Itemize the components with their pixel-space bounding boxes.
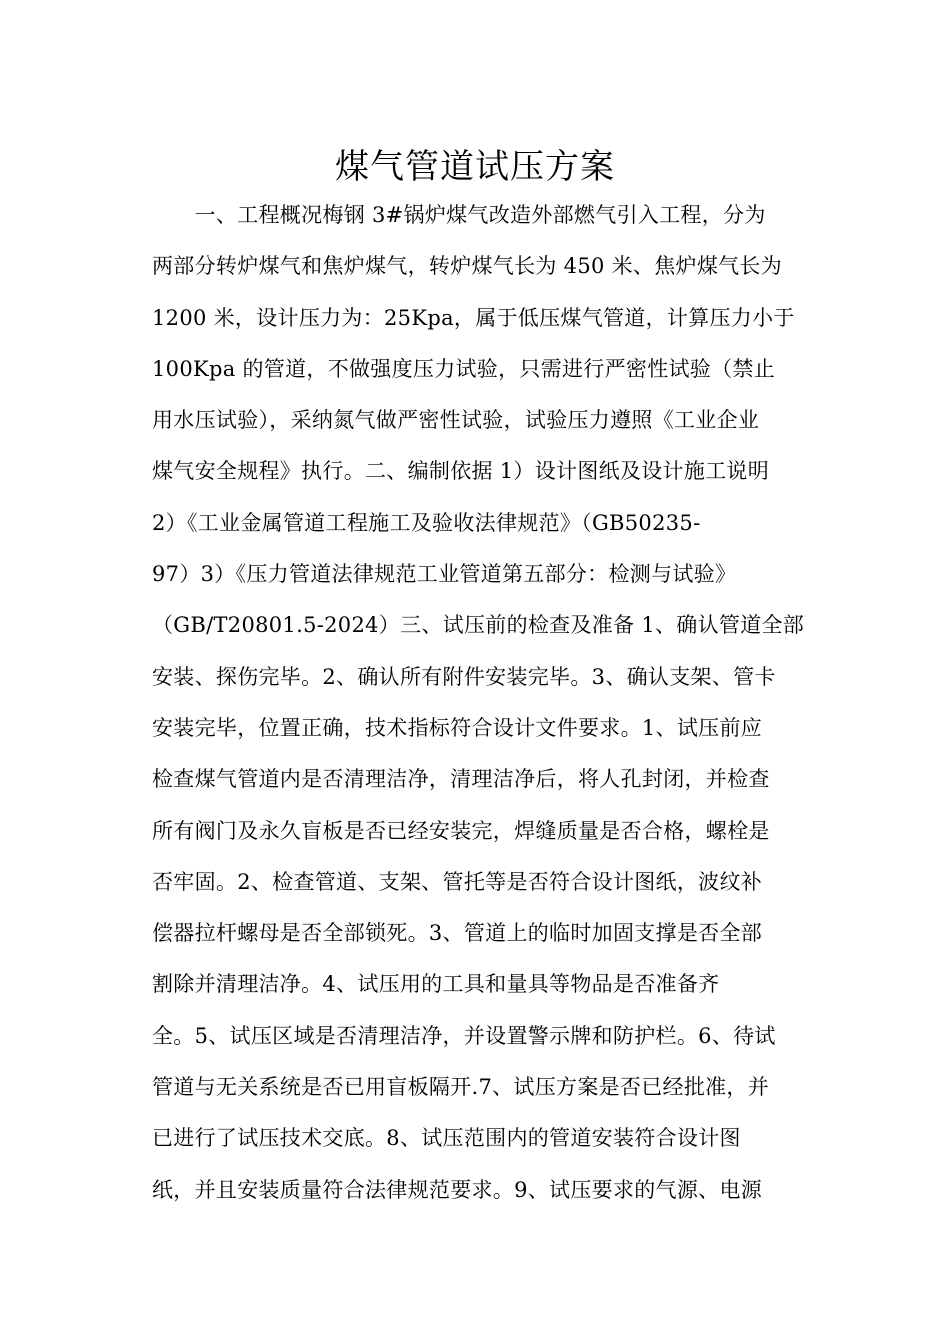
body-line: （GB/T20801.5-2024）三、试压前的检查及准备 1、确认管道全部 bbox=[152, 613, 805, 638]
body-line: 检查煤气管道内是否清理洁净，清理洁净后，将人孔封闭，并检查 bbox=[152, 767, 770, 792]
body-line: 管道与无关系统是否已用盲板隔开.7、试压方案是否已经批准，并 bbox=[152, 1075, 770, 1100]
body-line: 否牢固。2、检查管道、支架、管托等是否符合设计图纸，波纹补 bbox=[152, 869, 763, 894]
body-line: 割除并清理洁净。4、试压用的工具和量具等物品是否准备齐 bbox=[152, 972, 720, 997]
body-line: 所有阀门及永久盲板是否已经安装完，焊缝质量是否合格，螺栓是 bbox=[152, 818, 770, 843]
body-line: 97）3）《压力管道法律规范工业管道第五部分：检测与试验》 bbox=[152, 562, 737, 587]
body-line: 安装完毕，位置正确，技术指标符合设计文件要求。1、试压前应 bbox=[152, 715, 763, 740]
body-line: 安装、探伤完毕。2、确认所有附件安装完毕。3、确认支架、管卡 bbox=[152, 664, 776, 689]
body-line: 2）《工业金属管道工程施工及验收法律规范》（GB50235- bbox=[152, 510, 701, 535]
document-title: 煤气管道试压方案 bbox=[335, 146, 615, 187]
body-line: 1200 米，设计压力为：25Kpa，属于低压煤气管道，计算压力小于 bbox=[152, 305, 795, 330]
body-line: 100Kpa 的管道，不做强度压力试验，只需进行严密性试验（禁止 bbox=[152, 356, 776, 381]
body-line: 偿器拉杆螺母是否全部锁死。3、管道上的临时加固支撑是否全部 bbox=[152, 921, 763, 946]
body-line: 用水压试验），采纳氮气做严密性试验，试验压力遵照《工业企业 bbox=[152, 408, 760, 433]
document-body bbox=[152, 196, 812, 1222]
body-line: 已进行了试压技术交底。8、试压范围内的管道安装符合设计图 bbox=[152, 1126, 741, 1151]
body-line: 全。5、试压区域是否清理洁净，并设置警示牌和防护栏。6、待试 bbox=[152, 1023, 776, 1048]
body-line: 两部分转炉煤气和焦炉煤气，转炉煤气长为 450 米、焦炉煤气长为 bbox=[152, 254, 783, 279]
body-line: 纸，并且安装质量符合法律规范要求。9、试压要求的气源、电源 bbox=[152, 1177, 763, 1202]
body-line: 一、工程概况梅钢 3#锅炉煤气改造外部燃气引入工程，分为 bbox=[152, 203, 766, 227]
body-line: 煤气安全规程》执行。二、编制依据 1）设计图纸及设计施工说明 bbox=[152, 459, 770, 484]
